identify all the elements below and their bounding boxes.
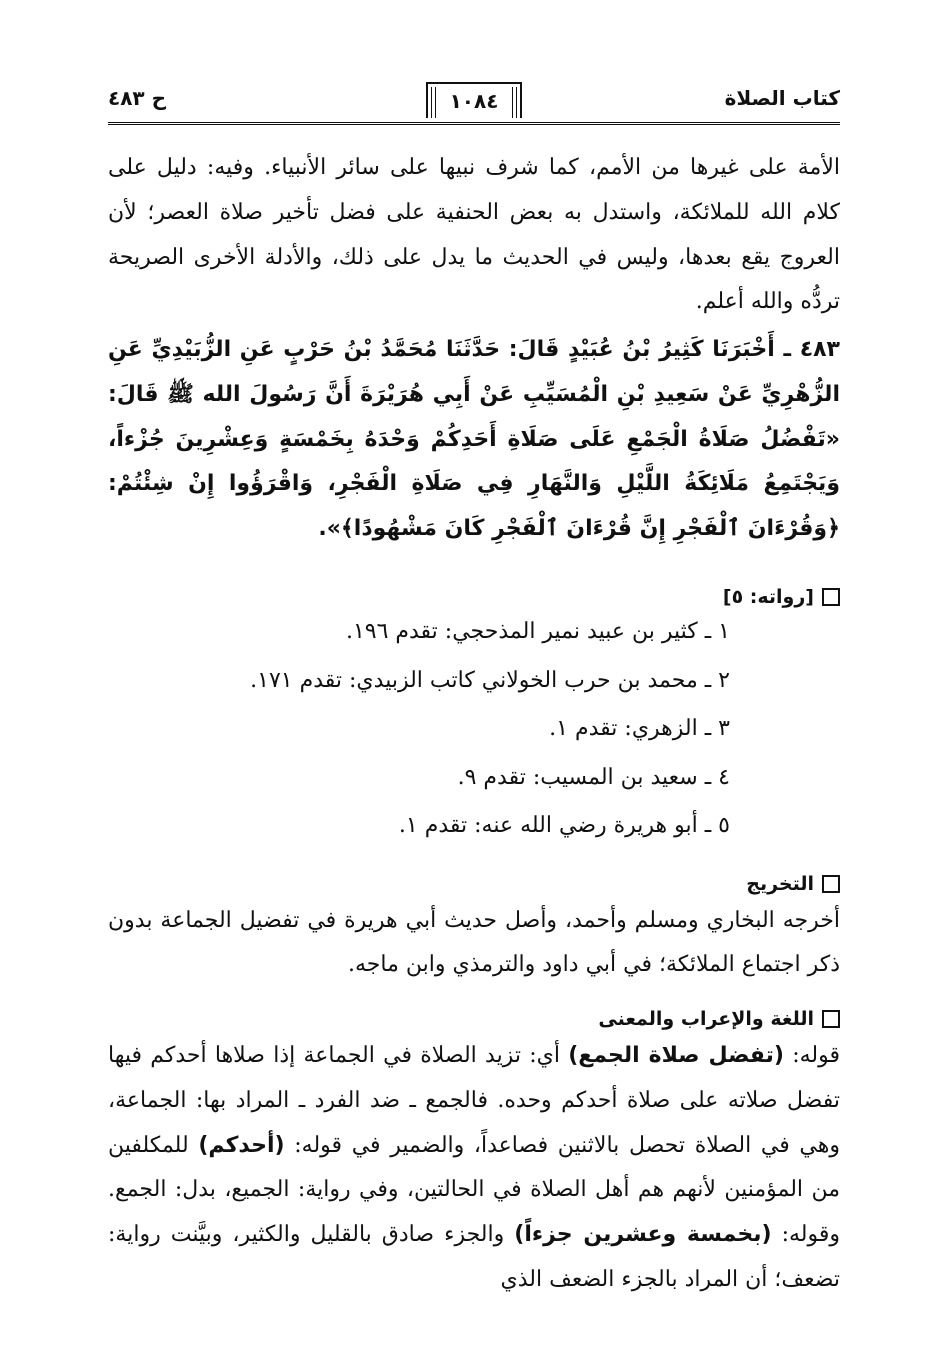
list-item: ١ ـ كثير بن عبيد نمير المذحجي: تقدم ١٩٦. [345, 619, 730, 644]
hadith-reference: ح ٤٨٣ [108, 86, 167, 110]
quoted-term: (أحدكم) [198, 1132, 285, 1158]
text-run: للمكلفين من المؤمنين لأنهم هم أهل الصلاة في الحالتين، وفي رواية: الجميع، بدل: الجمع. وقوله: [108, 1132, 840, 1248]
takhrij-paragraph: أخرجه البخاري ومسلم وأحمد، وأصل حديث أبي هريرة في تفضيل الجماعة بدون ذكر اجتماع الملائكة؛ في أبي داود والترمذي وابن ماجه. [108, 907, 840, 978]
narrators-list [108, 608, 840, 851]
checkbox-square-icon [822, 875, 840, 893]
language-heading [108, 1008, 840, 1030]
page-header [108, 82, 840, 125]
book-title: كتاب الصلاة [724, 86, 840, 110]
checkbox-square-icon [822, 1010, 840, 1028]
text-run: والجزء صادق بالقليل والكثير، وبيَّنت رواية: تضعف؛ أن المراد بالجزء الضعف الذي [108, 1222, 840, 1293]
hadith-text: ٤٨٣ ـ أَخْبَرَنَا كَثِيرُ بْنُ عُبَيْدٍ قَالَ: حَدَّثَنَا مُحَمَّدُ بْنُ حَرْبٍ عَنِ الزُّبَيْدِيِّ عَنِ الزُّهْرِيِّ عَنْ سَعِيدِ بْنِ الْمُسَيِّبِ عَنْ أَبِي هُرَيْرَةَ أَنَّ رَسُولَ الله ﷺ قَالَ: «تَفْضُلُ صَلَاةُ الْجَمْعِ عَلَى صَلَاةِ أَحَدِكُمْ وَحْدَهُ بِخَمْسَةٍ وَعِشْرِينَ جُزْءاً، وَيَجْتَمِعُ مَلَائِكَةُ اللَّيْلِ وَالنَّهَارِ فِي صَلَاةِ الْفَجْرِ، وَاقْرَؤُوا إِنْ شِئْتُمْ: ﴿وَقُرْءَانَ ٱلْفَجْرِ إِنَّ قُرْءَانَ ٱلْفَجْرِ كَانَ مَشْهُودًا﴾». [108, 337, 840, 542]
narrators-heading [108, 586, 840, 608]
language-paragraph [108, 1034, 840, 1303]
language-title: اللغة والإعراب والمعنى [598, 1008, 814, 1031]
checkbox-square-icon [822, 588, 840, 606]
intro-paragraph: الأمة على غيرها من الأمم، كما شرف نبيها على سائر الأنبياء. وفيه: دليل على كلام الله للملائكة، واستدل به بعض الحنفية على فضل تأخير صلاة العصر؛ لأن العروج يقع بعدها، وليس في الحديث ما يدل على ذلك، والأدلة الأخرى الصريحة تردُّه والله أعلم. [108, 155, 840, 315]
page-number: ١٠٨٤ [426, 82, 522, 118]
list-item: ٢ ـ محمد بن حرب الخولاني كاتب الزبيدي: تقدم ١٧١. [250, 667, 730, 693]
quoted-term: (بخمسة وعشرين جزءاً) [514, 1222, 772, 1248]
list-item: ٣ ـ الزهري: تقدم ١. [549, 716, 730, 741]
takhrij-title: التخريج [746, 872, 814, 895]
list-item: ٤ ـ سعيد بن المسيب: تقدم ٩. [457, 764, 730, 790]
text-run: أي: تزيد الصلاة في الجماعة إذا صلاها أحدكم فيها تفضل صلاته على صلاة أحدكم وحده. فالجمع ـ ضد الفرد ـ المراد بها: الجماعة، وهي في الصلاة تحصل بالاثنين فصاعداً، والضمير في قوله: [108, 1043, 840, 1158]
text-run: قوله: [783, 1043, 840, 1069]
list-item: ٥ ـ أبو هريرة رضي الله عنه: تقدم ١. [398, 813, 730, 838]
page-content [108, 146, 840, 1303]
narrators-title: [رواته: ٥] [722, 586, 814, 608]
takhrij-heading [108, 873, 840, 895]
quoted-term: (تفضل صلاة الجمع) [568, 1043, 784, 1069]
